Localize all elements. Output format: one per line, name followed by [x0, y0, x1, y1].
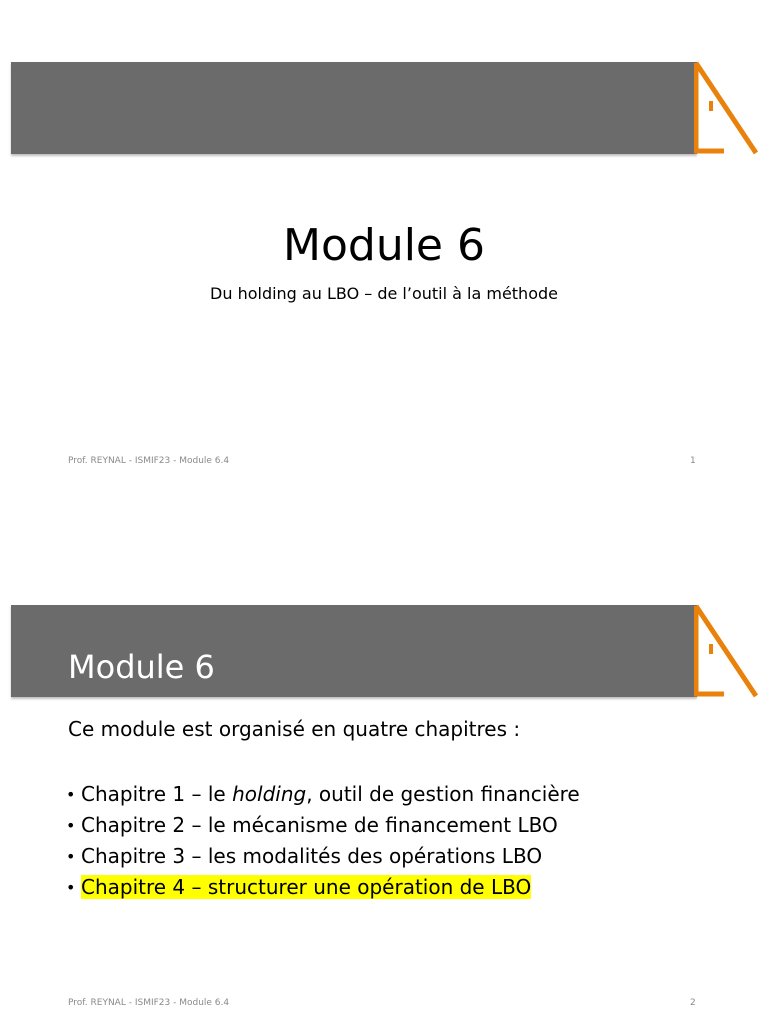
chapter-item-3: [66, 841, 580, 872]
page-number: 1: [690, 456, 696, 466]
chapter-text-prefix: Chapitre 1 – le: [81, 782, 233, 806]
intro-text: Ce module est organisé en quatre chapitres :: [68, 717, 521, 741]
chapter-item-4: [66, 872, 580, 903]
chapter-text: Chapitre 2 – le mécanisme de financement LBO: [81, 813, 558, 837]
slide-2: [0, 543, 768, 1024]
footer-text: Prof. REYNAL - ISMIF23 - Module 6.4: [68, 998, 230, 1008]
chapter-item-2: [66, 810, 580, 841]
slide-subtitle: Du holding au LBO – de l’outil à la méthode: [210, 284, 558, 303]
bullet: •: [66, 847, 76, 866]
bullet: •: [66, 785, 76, 804]
page-number: 2: [690, 998, 696, 1008]
chapter-text-emphasis: holding: [232, 782, 307, 806]
chapter-item-1: [66, 779, 580, 810]
bullet: •: [66, 878, 76, 897]
header-banner: [11, 62, 697, 154]
orange-triangle-logo-icon: [694, 604, 758, 698]
chapter-list: [66, 779, 580, 903]
chapter-text: Chapitre 3 – les modalités des opérations LBO: [81, 844, 543, 868]
chapter-text-highlighted: Chapitre 4 – structurer une opération de LBO: [81, 875, 532, 899]
chapter-text-suffix: , outil de gestion financière: [306, 782, 580, 806]
bullet: •: [66, 816, 76, 835]
orange-triangle-logo-icon: [694, 61, 758, 155]
slide-title: Module 6: [283, 220, 485, 271]
footer-text: Prof. REYNAL - ISMIF23 - Module 6.4: [68, 456, 230, 466]
slide-title: Module 6: [68, 648, 215, 686]
